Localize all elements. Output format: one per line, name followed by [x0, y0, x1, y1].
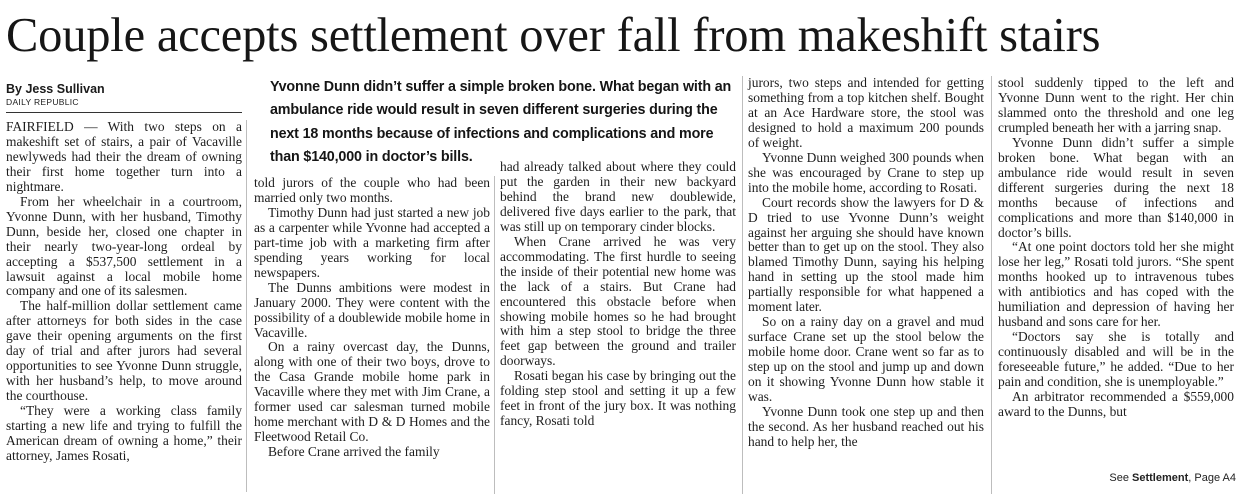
paragraph: The Dunns ambitions were modest in January 2000. They were content with the possibility of a doublewide mobile home in Vacaville. [254, 279, 490, 340]
paragraph: “Doctors say she is totally and continuously disabled and will be in the foreseeable future,” he added. “Due to her pain and condition, she is unemployable.” [998, 329, 1234, 390]
pull-quote: Yvonne Dunn didn’t suffer a simple broken bone. What began with an ambulance ride would result in seven different surgeries during the next 18 months because of infections and complications and more than $140,000 in doctor’s bills. [270, 79, 732, 165]
article-column-3 [500, 160, 736, 494]
paragraph: told jurors of the couple who had been married only two months. [254, 175, 490, 205]
column-divider [246, 120, 247, 492]
byline-divider [6, 112, 242, 113]
column-divider [991, 76, 992, 494]
article-column-5 [998, 76, 1234, 468]
article-column-4 [748, 76, 984, 494]
paragraph: Rosati began his case by bringing out the folding step stool and setting it up a few feet in front of the jury box. It was nothing fancy, Rosati told [500, 368, 736, 429]
byline: By Jess Sullivan [6, 82, 105, 96]
paragraph: Yvonne Dunn didn’t suffer a simple broken bone. What began with an ambulance ride would result in seven different surgeries during the next 18 months because of infections and complications and more than $140,000 in doctor’s bills. [998, 134, 1234, 240]
jump-prefix: See [1109, 472, 1129, 484]
paragraph: Yvonne Dunn weighed 300 pounds when she was encouraged by Crane to step up into the mobile home, according to Rosati. [748, 149, 984, 195]
column-divider [742, 76, 743, 494]
paragraph: “They were a working class family starting a new life and trying to fulfill the American dream of owning a home,” their attorney, James Rosati, [6, 403, 242, 463]
article-column-2 [254, 176, 490, 494]
headline: Couple accepts settlement over fall from makeshift stairs [6, 9, 1101, 62]
paragraph: “At one point doctors told her she might lose her leg,” Rosati told jurors. “She spent months hooked up to intravenous tubes with antibiotics and has coped with the humiliation and depression of having her husband and sons care for her. [998, 239, 1234, 330]
jump-line[interactable]: See Settlement, Page A4 [1109, 472, 1236, 484]
paragraph: stool suddenly tipped to the left and Yvonne Dunn went to the right. Her chin slammed onto the threshold and one leg crumpled beneath her with a jarring snap. [998, 75, 1234, 135]
jump-section: Settlement [1132, 472, 1189, 484]
paragraph: jurors, two steps and intended for getting something from a top kitchen shelf. Bought at an Ace Hardware store, the stool was designed to hold a maximum 200 pounds of weight. [748, 75, 984, 150]
paragraph: So on a rainy day on a gravel and mud surface Crane set up the stool below the mobile home door. Crane went so far as to step up on the stool and jump up and down on it showing Yvonne Dunn how stable it was. [748, 314, 984, 405]
column-divider [494, 176, 495, 494]
byline-affiliation: DAILY REPUBLIC [6, 97, 79, 107]
paragraph: Before Crane arrived the family [268, 444, 440, 460]
article-column-1 [6, 120, 242, 492]
paragraph: On a rainy overcast day, the Dunns, along with one of their two boys, drove to the Casa Grande mobile home park in Vacaville where they met with Jim Crane, a former used car salesman turned mobile home merchant with D & D Homes and the Fleetwood Retail Co. [254, 339, 490, 445]
paragraph: An arbitrator recommended a $559,000 award to the Dunns, but [998, 389, 1234, 419]
paragraph: Timothy Dunn had just started a new job as a carpenter while Yvonne had accepted a part-time job with a marketing firm after spending years working for local newspapers. [254, 204, 490, 280]
paragraph: The half-million dollar settlement came after attorneys for both sides in the case gave their opening arguments on the first day of trial and after jurors had several opportunities to see Yvonne Dunn struggle, with her husband’s help, to move around the courthouse. [6, 298, 242, 404]
paragraph: From her wheelchair in a courtroom, Yvonne Dunn, with her husband, Timothy Dunn, beside her, closed one chapter in their nearly two-year-long ordeal by accepting a $537,500 settlement in a lawsuit against a local mobile home company and one of its salesmen. [6, 193, 242, 299]
paragraph: When Crane arrived he was very accommodating. The first hurdle to seeing the inside of their potential new home was the lack of a stairs. But Crane had encountered this obstacle before when showing mobile homes so he had brought with him a step stool to bridge the three feet gap between the ground and trailer doorways. [500, 233, 736, 369]
paragraph: Yvonne Dunn took one step up and then the second. As her husband reached out his hand to help her, the [748, 403, 984, 449]
paragraph: Court records show the lawyers for D & D tried to use Yvonne Dunn’s weight against her arguing she should have known better than to get up on the stool. They also blamed Timothy Dunn, saying his helping hand in setting up the stool made him partially responsible for what happened a moment later. [748, 194, 984, 315]
paragraph: FAIRFIELD — With two steps on a makeshift set of stairs, a pair of Vacaville newlyweds had their the dream of owning their first home together turn into a nightmare. [6, 119, 242, 194]
paragraph: had already talked about where they could put the garden in their new backyard behind the brand new doublewide, delivered five days earlier to the park, that was still up on temporary cinder blocks. [500, 159, 736, 234]
jump-page: Page A4 [1194, 472, 1236, 484]
